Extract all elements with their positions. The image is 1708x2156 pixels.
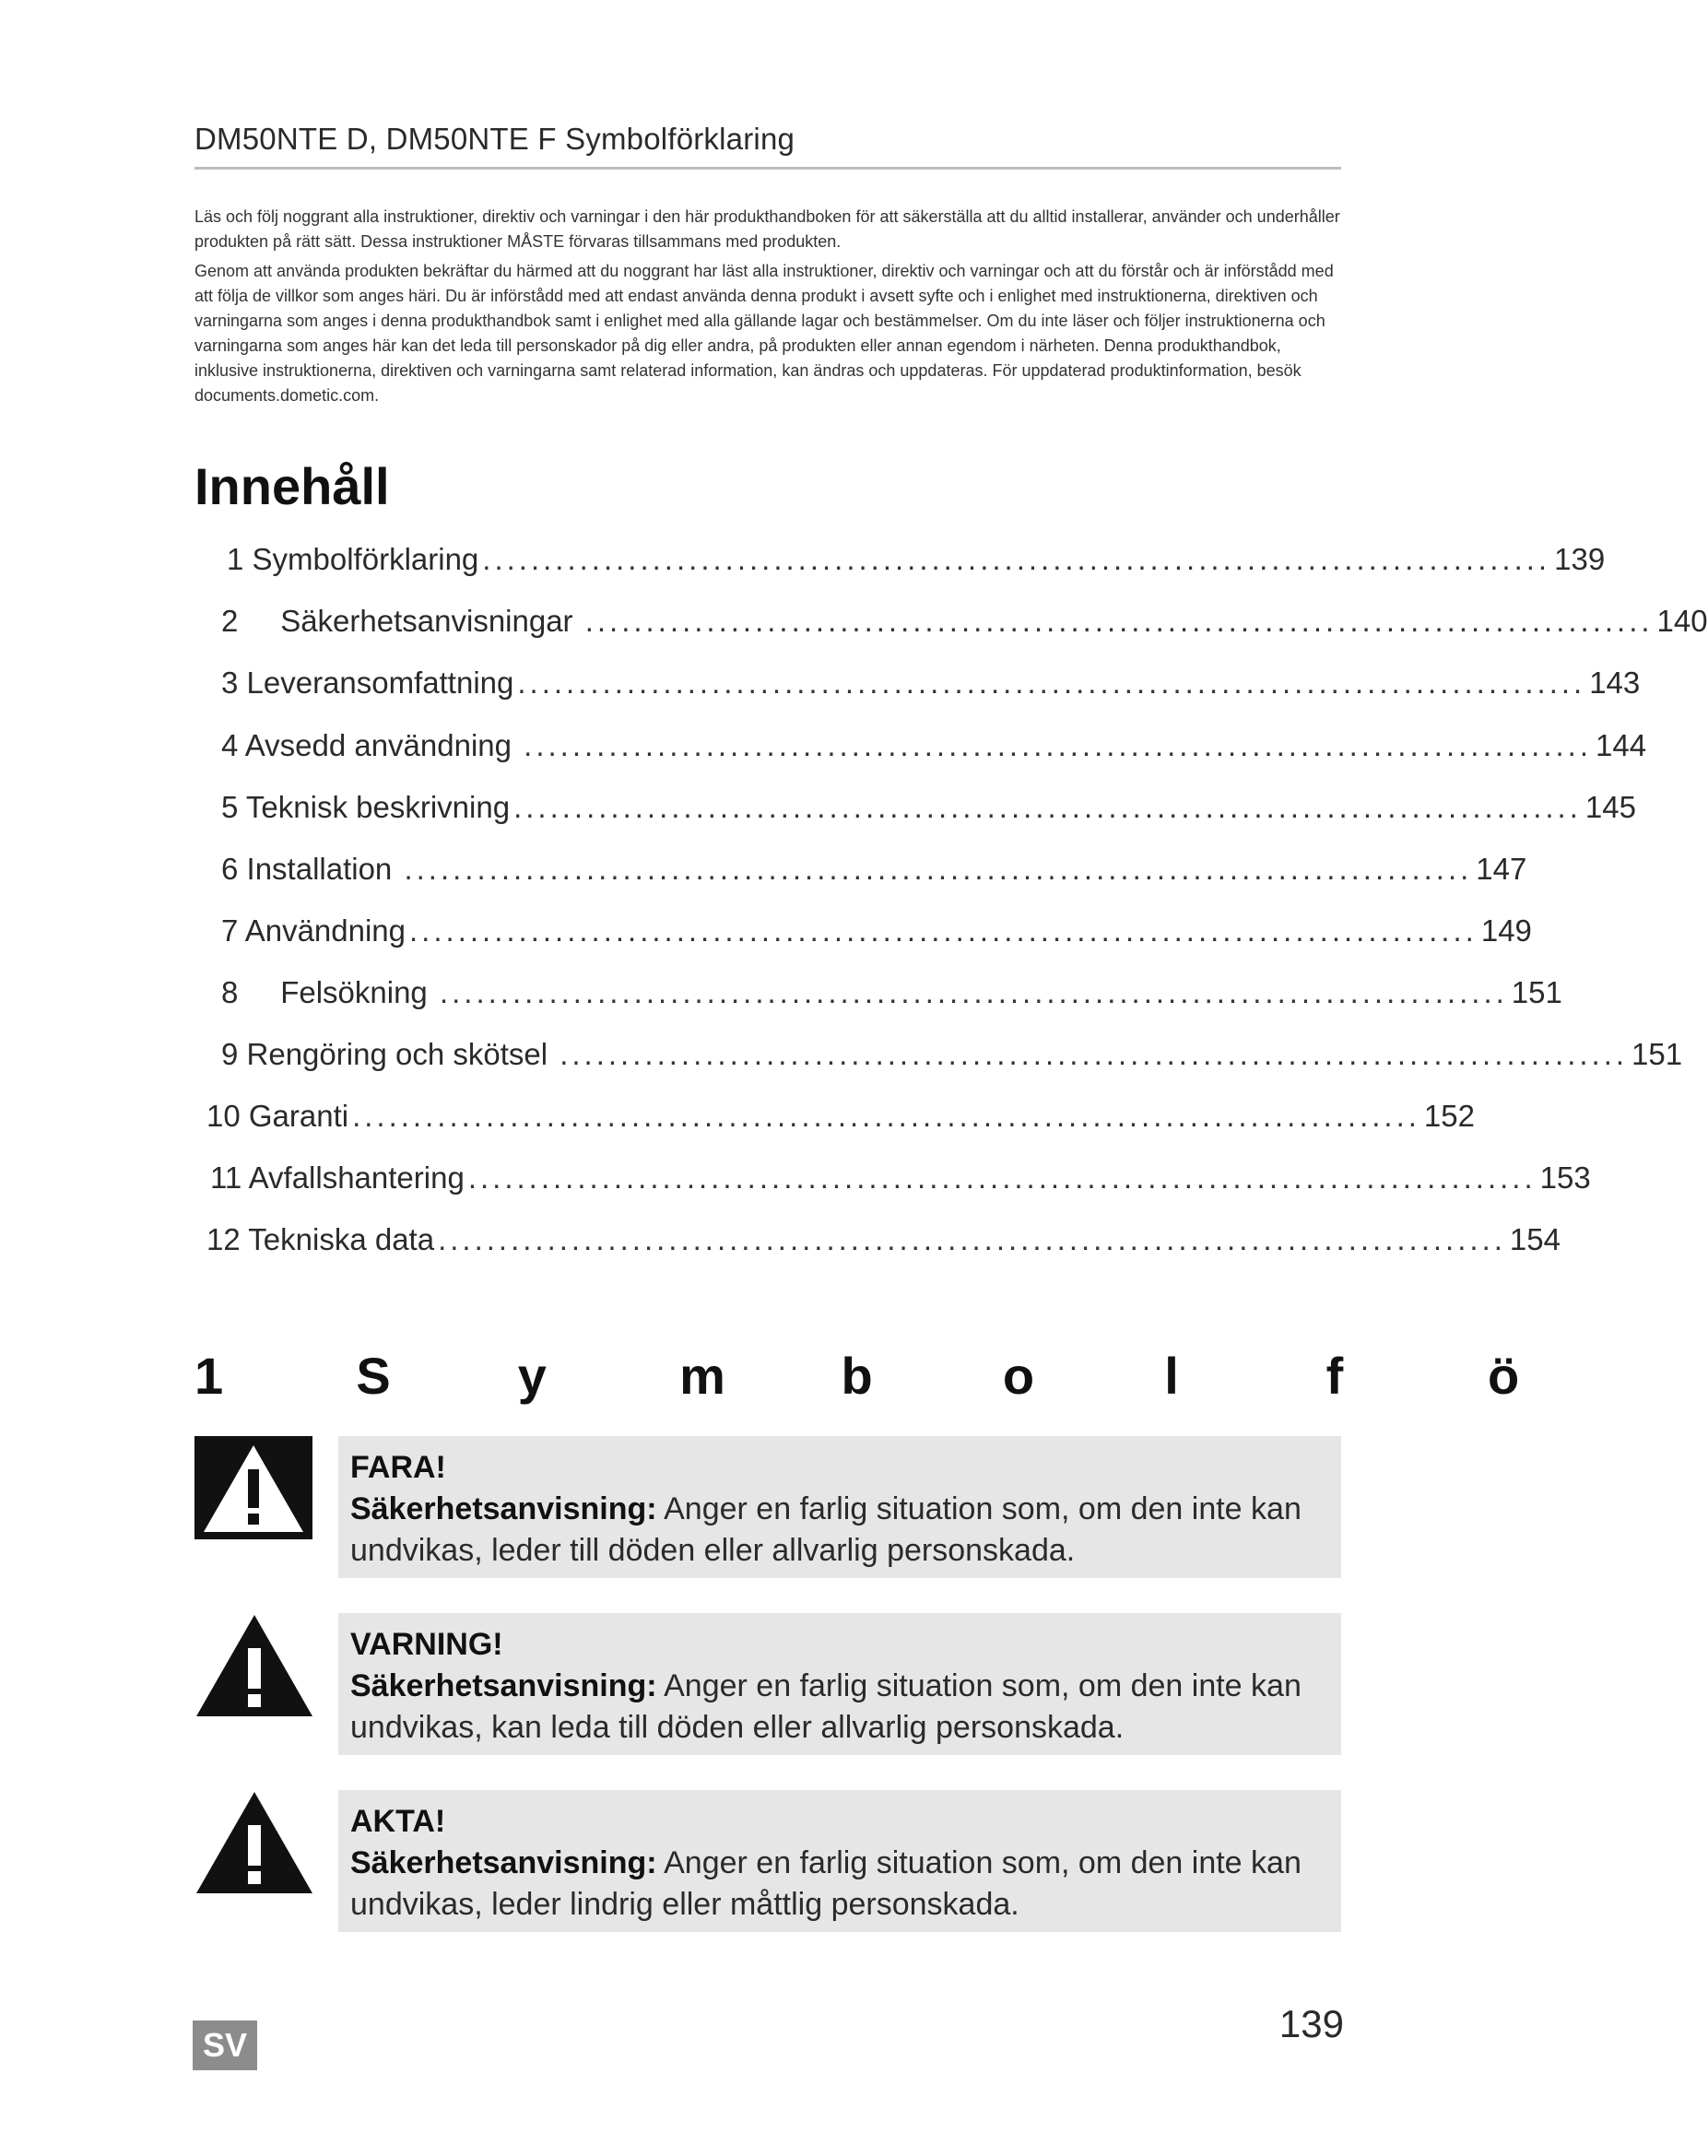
page-number: 139 xyxy=(1278,2002,1344,2045)
toc-entry-page: 143 xyxy=(1589,666,1641,700)
toc-entry-page: 151 xyxy=(1631,1037,1683,1071)
toc-leader: ........................................................................................ xyxy=(560,1037,1629,1071)
toc-entry-page: 152 xyxy=(1423,1099,1475,1133)
section-heading-char: l xyxy=(1164,1347,1179,1405)
section-heading xyxy=(194,1346,1525,1410)
toc-entry[interactable] xyxy=(221,604,1708,644)
section-heading-char: 1 xyxy=(194,1347,224,1405)
toc-entry-page: 144 xyxy=(1596,728,1647,762)
toc-entry-label: 9 Rengöring och skötsel xyxy=(221,1037,557,1071)
section-heading-char: ö xyxy=(1488,1347,1520,1405)
toc-entry-label: 3 Leveransomfattning xyxy=(221,666,514,700)
toc-entry-page: 149 xyxy=(1480,913,1532,948)
toc-entry-page: 139 xyxy=(1554,542,1606,576)
toc-entry-label: 2 Säkerhetsanvisningar xyxy=(221,604,582,638)
notice-signal-word: VARNING! xyxy=(350,1627,503,1662)
notice-signal-word: FARA! xyxy=(350,1450,446,1485)
toc-entry-label: 5 Teknisk beskrivning xyxy=(221,790,511,824)
toc-leader: ........................................................................................ xyxy=(409,913,1478,948)
notice-text: Anger en farlig situation som, om den inte kan undvikas, kan leda till döden eller allvarlig personskada. xyxy=(350,1668,1302,1745)
toc-entry-page: 145 xyxy=(1584,790,1636,824)
toc-entry-label: 6 Installation xyxy=(221,852,401,886)
language-badge: SV xyxy=(193,2021,257,2070)
toc-leader: ........................................................................................ xyxy=(438,1222,1506,1256)
toc-entry[interactable] xyxy=(221,728,1647,769)
toc-entry[interactable] xyxy=(206,1099,1475,1139)
header-divider xyxy=(194,167,1341,170)
toc-entry-label: 10 Garanti xyxy=(206,1099,349,1133)
toc-entry-label: 1 Symbolförklaring xyxy=(227,542,479,576)
toc-leader: ........................................................................................ xyxy=(404,852,1473,886)
toc-entry-page: 147 xyxy=(1476,852,1527,886)
section-heading-char: o xyxy=(1002,1347,1035,1405)
notice-text: Anger en farlig situation som, om den inte kan undvikas, leder lindrig eller måttlig personskada. xyxy=(350,1845,1302,1922)
toc-entry-page: 154 xyxy=(1509,1222,1561,1256)
toc-entry[interactable] xyxy=(206,1222,1561,1263)
notice-warning xyxy=(338,1613,1341,1755)
toc-leader: ........................................................................................ xyxy=(439,975,1508,1009)
caution-icon xyxy=(194,1790,314,1895)
intro-text-2: Genom att använda produkten bekräftar du härmed att du noggrant har läst alla instruktioner, direktiv och varningar och att du förstår och är införstådd med att följa de villkor som anges häri. Du är införstådd med att endast använda denna produkt i avsett syfte och i enlighet med instruktionerna, direktiven och varningarna som anges i denna produkthandbok samt i enlighet med alla gällande lagar och bestämmelser. Om du inte läser och följer instruktionerna och varningarna som anges här kan det leda till personskador på dig eller andra, på produkten eller annan egendom i närheten. Denna produkthandbok, inklusive instruktionerna, direktiven och varningarna samt relaterad information, kan ändras och uppdateras. För uppdaterad produktinformation, besök documents.dometic.com. xyxy=(194,262,1334,405)
toc-entry-label: 11 Avfallshantering xyxy=(210,1160,465,1195)
toc-entry[interactable] xyxy=(227,542,1606,583)
toc-entry-page: 153 xyxy=(1539,1160,1591,1195)
intro-paragraph-1 xyxy=(194,205,1341,254)
section-heading-char: y xyxy=(517,1347,547,1405)
toc-entry[interactable] xyxy=(221,790,1636,831)
toc-leader: ........................................................................................ xyxy=(467,1160,1537,1195)
danger-icon xyxy=(194,1436,312,1539)
notice-danger xyxy=(338,1436,1341,1578)
notice-label: Säkerhetsanvisning: xyxy=(350,1845,657,1880)
toc-entry-page: 140 xyxy=(1656,604,1708,638)
section-heading-char: S xyxy=(356,1347,391,1405)
toc-leader: ........................................................................................ xyxy=(352,1099,1420,1133)
notice-text: Anger en farlig situation som, om den inte kan undvikas, leder till döden eller allvarlig personskada. xyxy=(350,1491,1302,1568)
toc-entry[interactable] xyxy=(210,1160,1591,1201)
toc-entry-label: 7 Användning xyxy=(221,913,406,948)
intro-paragraph-2 xyxy=(194,259,1341,408)
toc-entry-label: 4 Avsedd användning xyxy=(221,728,521,762)
notice-signal-word: AKTA! xyxy=(350,1804,446,1839)
section-heading-char: b xyxy=(841,1347,873,1405)
notice-caution xyxy=(338,1790,1341,1932)
toc-heading: Innehåll xyxy=(194,457,390,515)
toc-entry-label: 12 Tekniska data xyxy=(206,1222,435,1256)
toc-leader: ........................................................................................ xyxy=(517,666,1586,700)
toc-leader: ........................................................................................ xyxy=(584,604,1654,638)
intro-text-1: Läs och följ noggrant alla instruktioner, direktiv och varningar i den här produkthandboken för att säkerställa att du alltid installerar, använder och underhåller produkten på rätt sätt. Dessa instruktioner MÅSTE förvaras tillsammans med produkten. xyxy=(194,207,1340,251)
toc-leader: ........................................................................................ xyxy=(482,542,1551,576)
toc-entry[interactable] xyxy=(221,666,1641,706)
warning-icon xyxy=(194,1613,314,1718)
toc-entry[interactable] xyxy=(221,975,1562,1016)
toc-leader: ........................................................................................ xyxy=(513,790,1582,824)
notice-label: Säkerhetsanvisning: xyxy=(350,1668,657,1703)
toc-leader: ........................................................................................ xyxy=(524,728,1592,762)
toc-entry-page: 151 xyxy=(1511,975,1562,1009)
section-heading-char: f xyxy=(1325,1347,1344,1405)
toc-entry-label: 8 Felsökning xyxy=(221,975,436,1009)
notice-label: Säkerhetsanvisning: xyxy=(350,1491,657,1526)
header-title: DM50NTE D, DM50NTE F Symbolförklaring xyxy=(194,122,795,156)
toc-entry[interactable] xyxy=(221,1037,1683,1078)
section-heading-char: m xyxy=(679,1347,725,1405)
toc-entry[interactable] xyxy=(221,913,1532,954)
toc-entry[interactable] xyxy=(221,852,1527,892)
